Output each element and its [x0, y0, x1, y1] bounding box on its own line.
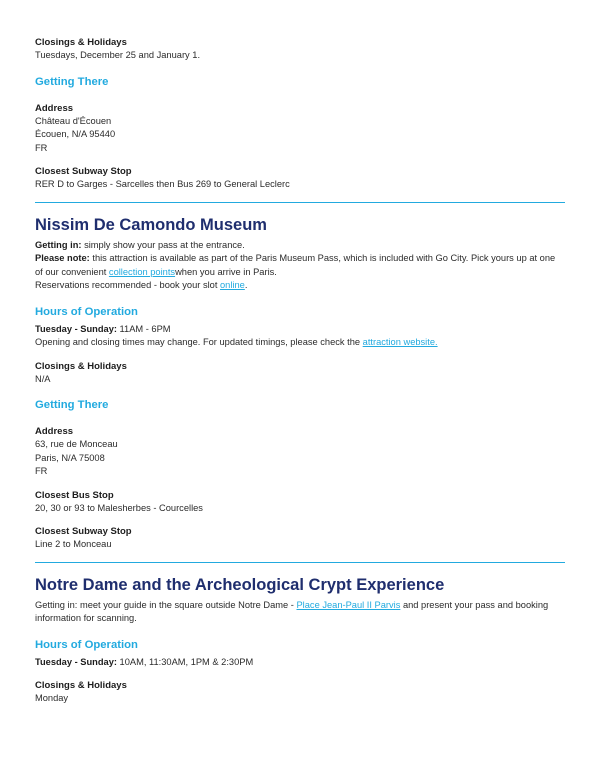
notre-dame-hours-value: 10AM, 11:30AM, 1PM & 2:30PM [116, 656, 254, 667]
top-address-line2: Écouen, N/A 95440 [35, 129, 116, 139]
camondo-note-text1: this attraction is available as part of the Paris Museum Pass, which is included with Go City. Pick yours up at one of our convenient [35, 253, 556, 277]
page-content [35, 36, 565, 706]
section-divider [35, 202, 565, 203]
notre-dame-closings-label: Closings & Holidays [35, 680, 127, 691]
top-address-line3: FR [35, 142, 48, 153]
camondo-subway-label: Closest Subway Stop [35, 526, 132, 537]
camondo-closings-label: Closings & Holidays [35, 360, 127, 372]
top-subway-value: RER D to Garges - Sarcelles then Bus 269 to General Leclerc [35, 179, 290, 189]
camondo-note-label: Please note: [35, 253, 90, 263]
notre-dame-hours-label: Tuesday - Sunday: [35, 656, 117, 667]
camondo-note [35, 252, 565, 279]
camondo-address-line3: FR [35, 466, 48, 476]
camondo-hours-value: 11AM - 6PM [116, 323, 171, 334]
camondo-getting-in [35, 239, 565, 253]
camondo-subway-value: Line 2 to Monceau [35, 539, 112, 549]
camondo-hours-heading: Hours of Operation [35, 305, 138, 318]
camondo-note-text2: when you arrive in Paris. [175, 266, 277, 277]
top-address-line1: Château d'Écouen [35, 115, 112, 126]
place-jean-paul-link[interactable]: Place Jean-Paul II Parvis [296, 599, 401, 610]
camondo-hours-note-text: Opening and closing times may change. For updated timings, please check the [35, 337, 363, 347]
attraction-website-link[interactable]: attraction website. [362, 337, 438, 347]
top-closings-value: Tuesdays, December 25 and January 1. [35, 50, 201, 60]
top-subway-label: Closest Subway Stop [35, 166, 132, 177]
notre-dame-title: Notre Dame and the Archeological Crypt Experience [35, 575, 445, 594]
notre-dame-hours-heading: Hours of Operation [35, 638, 138, 651]
collection-points-link[interactable]: collection points [108, 266, 176, 277]
camondo-getting-in-label: Getting in: [35, 239, 82, 250]
camondo-reserve-end: . [244, 280, 248, 290]
camondo-hours [35, 323, 565, 337]
camondo-title: Nissim De Camondo Museum [35, 215, 267, 234]
camondo-address-line1: 63, rue de Monceau [35, 439, 118, 449]
notre-dame-closings-value: Monday [35, 693, 69, 703]
camondo-closings-value: N/A [35, 373, 51, 384]
online-booking-link[interactable]: online [220, 280, 245, 290]
top-getting-there-heading: Getting There [35, 75, 109, 88]
camondo-bus-label: Closest Bus Stop [35, 489, 114, 501]
camondo-reserve-text: Reservations recommended - book your slot [35, 280, 220, 290]
camondo-reserve [35, 279, 565, 293]
camondo-address-label: Address [35, 426, 74, 437]
notre-dame-getting-in-end: and present your pass and booking information for scanning. [35, 599, 549, 623]
top-address-label: Address [35, 102, 74, 114]
notre-dame-getting-in-text: Getting in: meet your guide in the square outside Notre Dame - [35, 599, 297, 610]
camondo-bus-value: 20, 30 or 93 to Malesherbes - Courcelles [35, 502, 203, 513]
camondo-address-line2: Paris, N/A 75008 [35, 452, 105, 463]
top-closings-label: Closings & Holidays [35, 37, 127, 48]
camondo-hours-note [35, 336, 565, 350]
camondo-getting-there-heading: Getting There [35, 399, 109, 411]
camondo-getting-in-text: simply show your pass at the entrance. [81, 239, 245, 250]
section-divider [35, 562, 565, 563]
camondo-hours-label: Tuesday - Sunday: [35, 323, 117, 334]
notre-dame-hours [35, 656, 565, 670]
notre-dame-getting-in [35, 599, 565, 626]
